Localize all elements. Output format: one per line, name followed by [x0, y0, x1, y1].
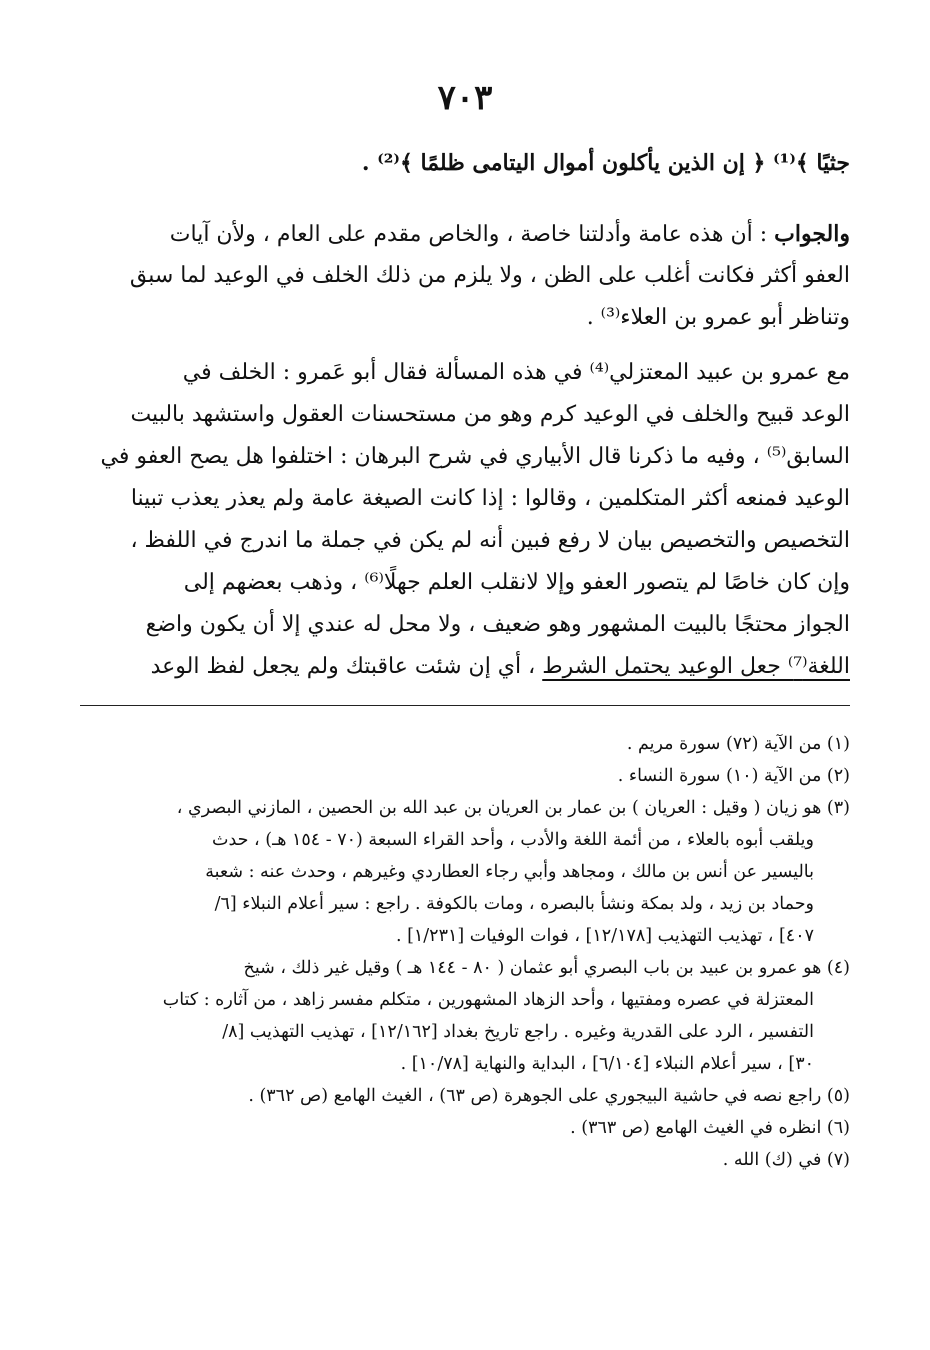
verse-text: جثيًا ﴾⁽¹⁾ ﴿ إن الذين يأكلون أموال اليتامى ظلمًا ﴾⁽²⁾ . [361, 150, 850, 176]
main-paragraph [92, 352, 850, 688]
answer-line-1: والجواب : أن هذه عامة وأدلتنا خاصة ، والخاص مقدم على العام ، ولأن آيات [169, 221, 850, 247]
underlined-phrase: اللغة⁽⁷⁾ جعل الوعيد يحتمل الشرط [542, 654, 850, 679]
footnote-7: (٧) في (ك) الله . [722, 1150, 850, 1170]
footnote-divider [80, 705, 850, 706]
footnote-2: (٢) من الآية (١٠) سورة النساء . [617, 766, 850, 786]
answer-paragraph [92, 213, 850, 339]
verse-line [92, 142, 850, 184]
main-line-6: وإن كان خاصًا لم يتصور العفو وإلا لانقلب العلم جهلًا⁽⁶⁾ ، وذهب بعضهم إلى [183, 570, 850, 595]
footnotes [80, 728, 850, 1176]
footnote-6: (٦) انظره في الغيث الهامع (ص ٣٦٣) . [570, 1118, 850, 1138]
main-line-8: اللغة⁽⁷⁾ جعل الوعيد يحتمل الشرط ، أي إن شئت عاقبتك ولم يجعل لفظ الوعد [150, 654, 850, 679]
main-line-2: الوعد قبيح والخلف في الوعيد كرم وهو من مستحسنات العقول واستشهد بالبيت [130, 402, 850, 427]
main-line-1: مع عمرو بن عبيد المعتزلي⁽⁴⁾ في هذه المسألة فقال أبو عَمرو : الخلف في [182, 360, 850, 385]
main-line-7: الجواز محتجًا بالبيت المشهور وهو ضعيف ، ولا محل له عندي إلا أن يكون واضع [145, 612, 850, 637]
main-line-5: التخصيص والتخصيص بيان لا رفع فبين أنه لم يكن في جملة ما اندرج في اللفظ ، [130, 528, 850, 553]
main-line-4: الوعيد فمنعه أكثر المتكلمين ، وقالوا : إذا كانت الصيغة عامة ولم يعذر يعذب تبينا [130, 486, 850, 511]
answer-label: والجواب [774, 221, 850, 247]
page-number: ٧٠٣ [437, 78, 493, 118]
footnote-4: (٤) هو عمرو بن عبيد بن باب البصري أبو عثمان ( ٨٠ - ١٤٤ هـ ) وقيل غير ذلك ، شيخ المعتزلة في عصره ومفتيها ، وأحد الزهاد المشهورين ، متكلم مفسر زاهد ، من آثاره : كتاب التفسير ، الرد على القدرية وغيره . راجع تاريخ بغداد [١٢/١٦٢] ، تهذيب التهذيب [٨/ ٣٠] ، سير أعلام النبلاء [٦/١٠٤] ، البداية والنهاية [١٠/٧٨] . [162, 958, 850, 1074]
footnote-5: (٥) راجع نصه في حاشية البيجوري على الجوهرة (ص ٦٣) ، الغيث الهامع (ص ٣٦٢) . [248, 1086, 850, 1106]
main-line-3: السابق⁽⁵⁾ ، وفيه ما ذكرنا قال الأبياري في شرح البرهان : اختلفوا هل يصح العفو في [100, 444, 850, 469]
footnote-3: (٣) هو زيان ( وقيل : العريان ) بن عمار بن العريان بن عبد الله بن الحصين ، المازني البصري ، ويلقب أبوه بالعلاء ، من أئمة اللغة والأدب ، وأحد القراء السبعة (٧٠ - ١٥٤ هـ) ، حدث باليسير عن أنس بن مالك ، ومجاهد وأبي رجاء العطاردي وغيرهم ، وحدث عنه : شعبة وحماد بن زيد ، ولد بمكة ونشأ بالبصره ، ومات بالكوفة . راجع : سير أعلام النبلاء [٦/ ٤٠٧] ، تهذيب التهذيب [١٢/١٧٨] ، فوات الوفيات [١/٢٣١] . [176, 798, 850, 946]
answer-line-2: العفو أكثر فكانت أغلب على الظن ، ولا يلزم من ذلك الخلف في الوعيد لما سبق [129, 263, 850, 288]
footnote-1: (١) من الآية (٧٢) سورة مريم . [626, 734, 850, 754]
answer-line-3: وتناظر أبو عمرو بن العلاء⁽³⁾ . [586, 305, 850, 330]
